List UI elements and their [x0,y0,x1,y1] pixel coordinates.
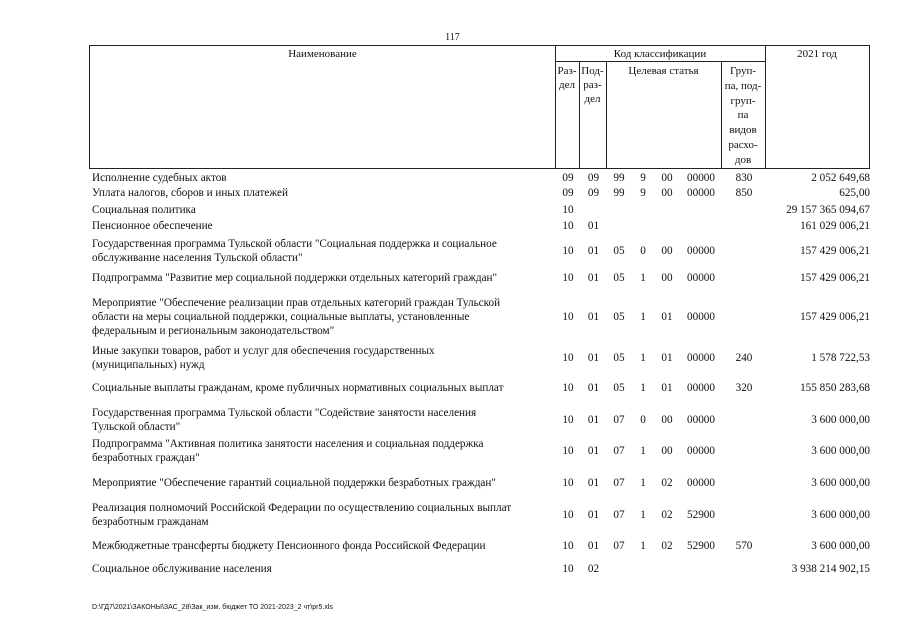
cell-c2: 1 [640,445,646,457]
cell-c3: 00 [661,172,673,184]
cell-c4: 00000 [687,352,715,364]
table-row [92,562,870,576]
row-name-line: области на меры социальной поддержки, социальные выплаты, установленные [92,311,470,323]
cell-vr: 570 [735,540,753,552]
row-name-line: Социальная политика [92,204,196,216]
cell-rz: 10 [562,311,574,323]
cell-c3: 00 [661,272,673,284]
row-name-line: Подпрограмма "Развитие мер социальной поддержки отдельных категорий граждан" [92,272,498,284]
row-name-line: Мероприятие "Обеспечение гарантий социальной поддержки безработных граждан" [92,477,496,489]
cell-rz: 10 [562,272,574,284]
cell-pr: 01 [587,245,600,257]
cell-c3: 00 [661,245,673,257]
row-name-line: Иные закупки товаров, работ и услуг для обеспечения государственных [92,345,435,357]
table-row [92,476,870,490]
cell-c1: 05 [613,352,625,364]
cell-vr: 320 [735,382,753,394]
cell-c4: 00000 [687,311,715,323]
cell-rz: 10 [562,445,574,457]
cell-c4: 00000 [687,245,715,257]
row-name [92,237,554,265]
cell-pr: 01 [587,414,600,426]
table-row [92,171,870,185]
cell-c3: 02 [661,509,673,521]
row-name-line: Государственная программа Тульской области "Социальная поддержка и социальное [92,238,497,250]
cell-pr: 01 [587,352,600,364]
row-name [92,381,554,395]
cell-c4: 00000 [687,272,715,284]
row-name [92,186,554,200]
table-row [92,344,870,372]
cell-c4: 00000 [687,477,715,489]
cell-c4: 52900 [687,540,715,552]
row-name-line: Межбюджетные трансферты бюджету Пенсионного фонда Российской Федерации [92,540,486,552]
cell-c2: 1 [640,272,646,284]
header-divider [555,61,765,62]
cell-c1: 07 [613,414,625,426]
header-group-line: па [737,109,749,122]
row-name-line: Социальное обслуживание населения [92,563,272,575]
cell-c2: 9 [640,187,646,199]
cell-pr: 01 [587,445,600,457]
cell-rz: 10 [562,509,574,521]
cell-c1: 05 [613,311,625,323]
header-group-line: па, под- [724,79,762,92]
row-name-line: безработных граждан" [92,452,200,464]
row-name [92,501,554,529]
cell-amount: 1 578 722,53 [811,352,870,364]
row-name [92,219,554,233]
header-subsection-line: раз- [583,79,602,91]
page-number: 117 [445,32,460,43]
row-name-line: Тульской области" [92,421,181,433]
cell-c3: 02 [661,477,673,489]
row-name-line: Социальные выплаты гражданам, кроме публичных нормативных социальных выплат [92,382,504,394]
cell-vr: 240 [735,352,753,364]
header-section-line: дел [559,79,575,91]
cell-c1: 07 [613,509,625,521]
cell-c1: 05 [613,245,625,257]
row-name [92,171,554,185]
cell-c2: 0 [640,414,646,426]
cell-c2: 9 [640,172,646,184]
cell-c1: 99 [613,187,625,199]
cell-c2: 0 [640,245,646,257]
table-row [92,296,870,338]
cell-vr: 850 [735,187,753,199]
cell-c1: 07 [613,445,625,457]
header-group [721,64,765,168]
row-name-line: Государственная программа Тульской области "Содействие занятости населения [92,407,477,419]
footer-file-path: D:\ГД7\2021\ЗАКОНЫ\ЗАС_28\Зак_изм. бюджет ТО 2021-2023_2 чт\pr5.xls [92,604,333,611]
row-name [92,437,554,465]
cell-amount: 3 600 000,00 [811,414,870,426]
row-name-line: Исполнение судебных актов [92,172,227,184]
cell-amount: 157 429 006,21 [800,245,870,257]
cell-c3: 01 [661,311,673,323]
cell-amount: 3 600 000,00 [811,445,870,457]
row-name [92,344,554,372]
row-name [92,271,554,285]
cell-c4: 52900 [687,509,715,521]
cell-pr: 02 [587,563,600,575]
cell-rz: 10 [562,414,574,426]
cell-pr: 09 [587,172,600,184]
cell-pr: 01 [587,477,600,489]
header-subsection [579,64,606,106]
cell-c1: 99 [613,172,625,184]
cell-pr: 01 [587,382,600,394]
cell-vr: 830 [735,172,753,184]
header-group-line: Груп- [729,65,757,77]
header-group-line: дов [734,153,752,166]
cell-amount: 2 052 649,68 [811,172,870,184]
cell-c2: 1 [640,352,646,364]
cell-amount: 625,00 [839,187,870,199]
cell-pr: 01 [587,540,600,552]
cell-c2: 1 [640,311,646,323]
cell-rz: 09 [562,187,574,199]
cell-pr: 09 [587,187,600,199]
cell-amount: 155 850 283,68 [800,382,870,394]
row-name [92,203,554,217]
cell-c3: 01 [661,382,673,394]
cell-rz: 10 [562,204,574,216]
header-group-line: груп- [730,94,756,107]
cell-amount: 161 029 006,21 [800,220,870,232]
cell-pr: 01 [587,509,600,521]
row-name-line: безработным гражданам [92,516,209,528]
row-name-line: обслуживание населения Тульской области" [92,252,303,264]
cell-c3: 00 [661,414,673,426]
cell-rz: 10 [562,220,574,232]
cell-pr: 01 [587,220,600,232]
cell-c3: 02 [661,540,673,552]
header-section [555,64,579,92]
cell-c4: 00000 [687,172,715,184]
header-name: Наименование [288,48,357,60]
row-name-line: Уплата налогов, сборов и иных платежей [92,187,288,199]
table-row [92,271,870,285]
header-divider [765,46,766,168]
header-group-line: расхо- [728,138,758,151]
table-row [92,219,870,233]
row-name [92,562,554,576]
cell-c4: 00000 [687,187,715,199]
header-target: Целевая статья [628,65,699,77]
table-row [92,501,870,529]
header-subsection-line: Под- [581,65,604,77]
row-name-line: Пенсионное обеспечение [92,220,213,232]
table-row [92,237,870,265]
table-row [92,437,870,465]
cell-amount: 3 600 000,00 [811,540,870,552]
table-row [92,203,870,217]
cell-c1: 05 [613,382,625,394]
cell-c4: 00000 [687,445,715,457]
cell-pr: 01 [587,311,600,323]
cell-c3: 00 [661,187,673,199]
cell-amount: 29 157 365 094,67 [786,204,870,216]
row-name-line: федеральным и региональным законодательством" [92,325,335,337]
cell-c2: 1 [640,509,646,521]
cell-amount: 157 429 006,21 [800,311,870,323]
cell-c4: 00000 [687,382,715,394]
table-row [92,381,870,395]
row-name [92,539,554,553]
cell-c3: 00 [661,445,673,457]
cell-rz: 10 [562,477,574,489]
cell-rz: 10 [562,352,574,364]
cell-c4: 00000 [687,414,715,426]
row-name [92,406,554,434]
cell-c1: 07 [613,540,625,552]
row-name-line: Подпрограмма "Активная политика занятости населения и социальная поддержка [92,438,484,450]
header-year: 2021 год [797,48,837,60]
cell-c2: 1 [640,382,646,394]
cell-c3: 01 [661,352,673,364]
table-row [92,539,870,553]
cell-amount: 3 600 000,00 [811,477,870,489]
header-subsection-line: дел [584,93,601,105]
cell-rz: 10 [562,382,574,394]
row-name [92,476,554,490]
cell-rz: 10 [562,563,574,575]
table-header [89,45,870,169]
cell-amount: 3 938 214 902,15 [791,563,870,575]
cell-rz: 10 [562,245,574,257]
cell-c2: 1 [640,540,646,552]
header-classification: Код классификации [613,48,707,60]
cell-pr: 01 [587,272,600,284]
cell-amount: 157 429 006,21 [800,272,870,284]
cell-rz: 10 [562,540,574,552]
row-name [92,296,554,338]
table-row [92,186,870,200]
cell-c2: 1 [640,477,646,489]
cell-rz: 09 [562,172,574,184]
cell-amount: 3 600 000,00 [811,509,870,521]
row-name-line: Мероприятие "Обеспечение реализации прав отдельных категорий граждан Тульской [92,297,501,309]
header-group-line: видов [729,124,757,137]
header-section-line: Раз- [557,65,577,77]
cell-c1: 07 [613,477,625,489]
row-name-line: Реализация полномочий Российской Федерации по осуществлению социальных выплат [92,502,512,514]
row-name-line: (муниципальных) нужд [92,359,205,371]
cell-c1: 05 [613,272,625,284]
table-row [92,406,870,434]
